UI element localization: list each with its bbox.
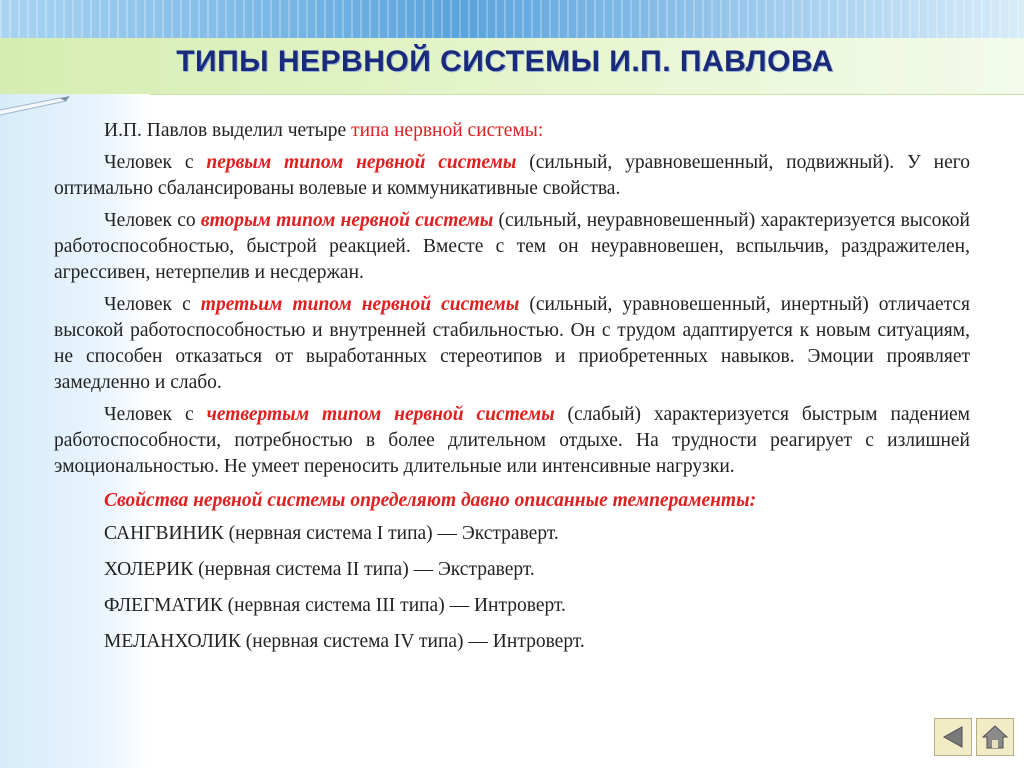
summary-line: Свойства нервной системы определяют давно описанные темпераменты: xyxy=(104,490,757,511)
home-button[interactable] xyxy=(976,718,1014,756)
paragraph-text: Человек с xyxy=(104,152,207,173)
paragraph-type-4 xyxy=(54,402,970,480)
temperament-phlegmatic: ФЛЕГМАТИК (нервная система III типа) — Интроверт. xyxy=(104,595,566,616)
paragraph-highlight: четвертым типом нервной системы xyxy=(206,404,555,425)
paragraph-type-2 xyxy=(54,208,970,286)
intro-highlight: типа нервной системы: xyxy=(351,120,544,141)
house-icon xyxy=(981,723,1009,751)
temperament-choleric: ХОЛЕРИК (нервная система II типа) — Экстраверт. xyxy=(104,559,535,580)
paragraph-type-1 xyxy=(54,150,970,202)
paragraph-highlight: третьим типом нервной системы xyxy=(200,294,520,315)
paragraph-text: Человек с xyxy=(104,294,201,315)
paragraph-text: Человек со xyxy=(104,210,201,231)
triangle-left-icon xyxy=(940,724,966,750)
paragraph-text: (слабый) характеризуется быстрым падением работоспособности, потребностью в более длительном отдыхе. На трудности реагирует с излишней эмоциональностью. Не умеет переносить длительные или интенсивные нагрузки. xyxy=(54,404,970,477)
paragraph-text: (сильный, уравновешенный, подвижный). У него оптимально сбалансированы волевые и коммуникативные свойства. xyxy=(54,152,970,199)
paragraph-text: Человек с xyxy=(104,404,207,425)
page-title: ТИПЫ НЕРВНОЙ СИСТЕМЫ И.П. ПАВЛОВА xyxy=(176,45,834,78)
paragraph-text: (сильный, уравновешенный, инертный) отличается высокой работоспособностью и внутренней стабильностью. Он с трудом адаптируется к новым ситуациям, не способен отказаться от выработанных стереотипов и приобретенных навыков. Эмоции проявляет замедленно и слабо. xyxy=(54,294,971,393)
paragraph-type-3 xyxy=(54,292,970,396)
intro-text: И.П. Павлов выделил четыре xyxy=(104,120,352,141)
decorative-top-bar xyxy=(0,0,1024,42)
main-content xyxy=(54,118,970,664)
paragraph-text: (сильный, неуравновешенный) характеризуется высокой работоспособностью, быстрой реакцией. Вместе с тем он неуравновешен, вспыльчив, раздражителен, агрессивен, нетерпелив и несдержан. xyxy=(54,210,970,283)
slide-navigation xyxy=(934,718,1014,756)
temperament-melancholic: МЕЛАНХОЛИК (нервная система IV типа) — Интроверт. xyxy=(104,631,585,652)
back-button[interactable] xyxy=(934,718,972,756)
temperament-sanguine: САНГВИНИК (нервная система I типа) — Экстраверт. xyxy=(104,523,559,544)
intro-paragraph xyxy=(54,118,970,144)
paragraph-highlight: первым типом нервной системы xyxy=(206,152,517,173)
paragraph-highlight: вторым типом нервной системы xyxy=(200,210,494,231)
